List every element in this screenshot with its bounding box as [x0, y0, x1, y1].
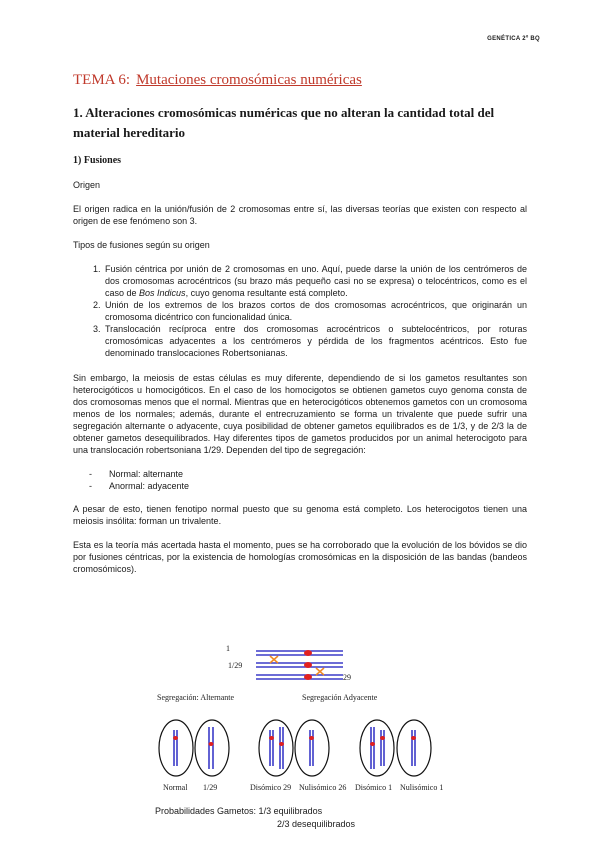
gamete-cell-nulisomico-26 — [295, 720, 329, 776]
paragraph-pesar: A pesar de esto, tienen fenotipo normal puesto que su genoma está completo. Los heterocigotos tienen una meiosis insólita: forman un trivalente. — [73, 504, 527, 526]
origen-label: Origen — [73, 180, 101, 190]
list-item: 1. Fusión céntrica por unión de 2 cromosomas en uno. Aquí, puede darse la unión de los centrómeros de dos cromosomas acrocéntricos (su brazo más pequeño casi no se expresa) o telocéntricos, como es el caso de Bos Indicus, cuyo genoma resultante está completo. — [103, 263, 527, 299]
centromere-icon — [304, 650, 312, 656]
gamete-cell-1-29 — [195, 720, 229, 776]
paragraph-teoria: Esta es la teoría más acertada hasta el momento, pues se ha corroborado que la evolución de los bóvidos se dio por fusiones céntricas, por la existencia de homologías cromosómicas en la disposición de las bandas (bandeos cromosómicos). — [73, 540, 527, 574]
gamete-cell-nulisomico-1 — [397, 720, 431, 776]
list-item: 2. Unión de los extremos de los brazos cortos de dos cromosomas acrocéntricos, que originarán un cromosoma dicéntrico con funcionalidad única. — [103, 299, 527, 323]
cell-label: Normal — [163, 783, 188, 792]
segregation-list — [73, 468, 527, 492]
list-item: 3. Translocación recíproca entre dos cromosomas acrocéntricos o subtelocéntricos, por roturas cromosómicas adyacentes a los centrómeros y pérdida de los fragmentos acéntricos. Esto fue denominado translocaciones Robertsonianas. — [103, 323, 527, 359]
label-chromosome-1: 1 — [226, 644, 230, 653]
page-title — [73, 72, 527, 89]
section-heading: 1. Alteraciones cromosómicas numéricas que no alteran la cantidad total del material hereditario — [73, 105, 495, 140]
document-body — [73, 72, 527, 587]
cell-label: Disómico 1 — [355, 783, 393, 792]
paragraph-meiosis: Sin embargo, la meiosis de estas células es muy diferente, dependiendo de si los gametos resultantes son heterocigóticos u homocigóticos. En el caso de los homocigotos se obtienen gametos cuyo genoma consta de dos cromosomas menos que el normal. Mientras que en heterocigóticos obtenemos gametos con un cromosoma menos de los normales; además, durante el entrecruzamiento se forma un trivalente que puede sufrir una segregación alternante o adyacente, cuya posibilidad de obtener gametos equilibrados es de 1/3, y de 2/3 la de obtener gametos desequilibrados. Hay diferentes tipos de gametos producidos por un animal heterocigoto para una translocación robertsoniana 1/29. Dependen del tipo de segregación: — [73, 373, 527, 455]
gamete-cell-disomico-29 — [259, 720, 293, 776]
probabilities-line-2: 2/3 desequilibrados — [277, 819, 356, 829]
header-tag: GENÉTICA 2º BQ — [487, 36, 540, 42]
centromere-icon — [304, 674, 312, 680]
paragraph-origen: El origen radica en la unión/fusión de 2 cromosomas entre sí, las diversas teorías que existen con respecto al origen de ese fenómeno son 3. — [73, 204, 527, 226]
cell-label: Nulisómico 26 — [299, 783, 347, 792]
label-chromosome-1-29: 1/29 — [228, 661, 243, 670]
tipos-label: Tipos de fusiones según su origen — [73, 240, 210, 250]
species-name: Bos Indicus — [139, 288, 186, 298]
crossover-icon — [316, 668, 324, 675]
label-chromosome-29: 29 — [343, 673, 351, 682]
title-main: Mutaciones cromosómicas numéricas — [136, 72, 362, 88]
cell-label: 1/29 — [203, 783, 218, 792]
list-item: - Normal: alternante — [89, 468, 527, 480]
trivalent-diagram — [256, 650, 343, 680]
cell-label: Disómico 29 — [250, 783, 292, 792]
title-prefix: TEMA 6: — [73, 72, 131, 88]
segregation-adyacente-label: Segregación Adyacente — [302, 693, 378, 702]
subsection-heading: 1) Fusiones — [73, 155, 122, 166]
segregation-alternante-label: Segregación: Alternante — [157, 693, 235, 702]
fusion-types-list — [73, 263, 527, 359]
crossover-icon — [270, 656, 278, 663]
cell-label: Nulisómico 1 — [400, 783, 444, 792]
list-item: - Anormal: adyacente — [89, 480, 527, 492]
gamete-cell-normal — [159, 720, 193, 776]
probabilities-line-1: Probabilidades Gametos: 1/3 equilibrados — [155, 806, 323, 816]
gamete-cell-disomico-1 — [360, 720, 394, 776]
centromere-icon — [304, 662, 312, 668]
